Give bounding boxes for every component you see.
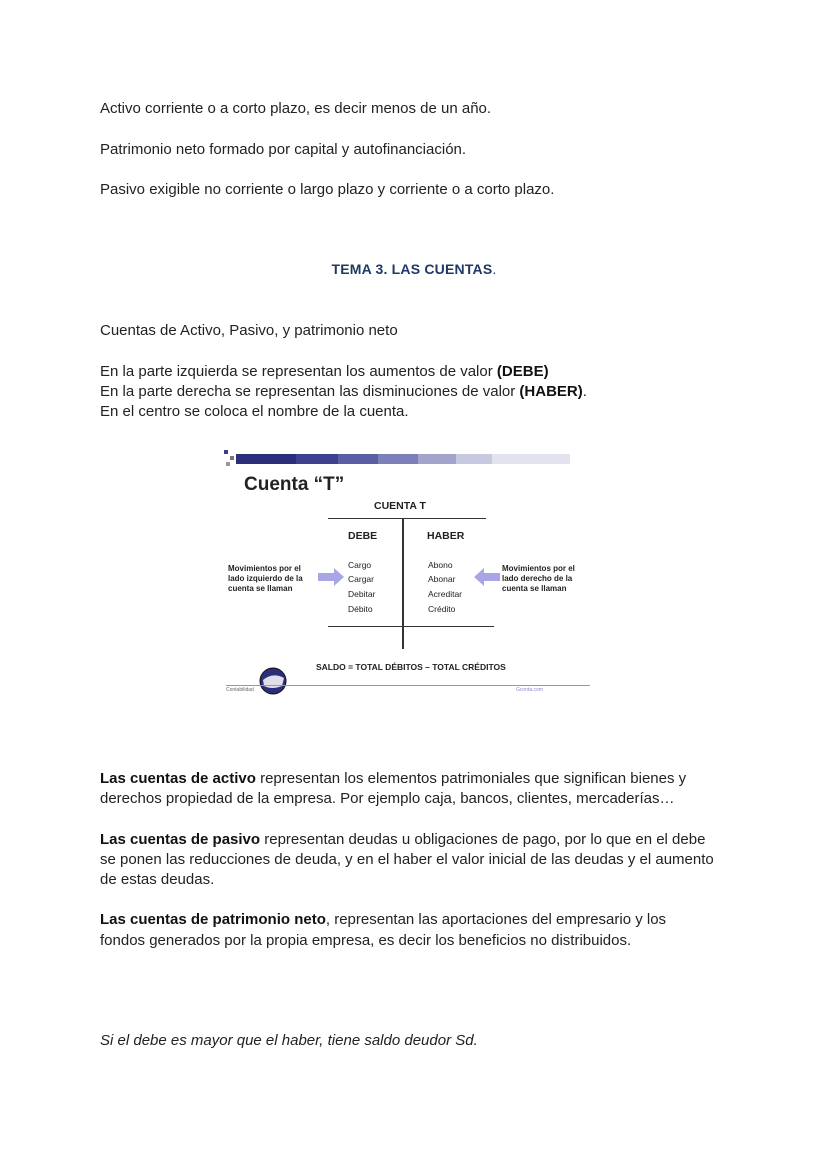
pasivo-paragraph-line1: [100, 830, 705, 850]
gradient-bar-segment: [378, 454, 418, 464]
decorative-gradient-bar: [222, 454, 556, 464]
debe-item: Debitar: [348, 589, 376, 599]
left-arrow-icon: [474, 568, 500, 586]
debe-item: Débito: [348, 604, 373, 614]
gradient-bar-segment: [492, 454, 570, 464]
debe-item: Cargar: [348, 574, 374, 584]
patrimonio-bold: Las cuentas de patrimonio neto: [100, 911, 326, 928]
t-account-center-rule: [402, 519, 404, 649]
section-subtitle: Cuentas de Activo, Pasivo, y patrimonio neto: [100, 322, 398, 339]
left-note-line: cuenta se llaman: [228, 584, 293, 593]
account-name: CUENTA T: [374, 500, 426, 512]
centro-line: En el centro se coloca el nombre de la cuenta.: [100, 403, 409, 420]
decorative-square: [230, 456, 234, 460]
decorative-square: [224, 450, 228, 454]
heading-suffix: .: [492, 261, 497, 277]
gradient-bar-segment: [338, 454, 378, 464]
gradient-bar-segment: [456, 454, 492, 464]
pasivo-paragraph-line3: de estas deudas.: [100, 871, 215, 888]
debe-line-text: En la parte izquierda se representan los aumentos de valor: [100, 363, 497, 380]
haber-line-end: .: [582, 383, 587, 400]
heading-text: TEMA 3. LAS CUENTAS: [331, 261, 493, 277]
right-note-line: lado derecho de la: [502, 574, 573, 583]
intro-line-pasivo: Pasivo exigible no corriente o largo plazo y corriente o a corto plazo.: [100, 181, 555, 198]
intro-line-patrimonio: Patrimonio neto formado por capital y autofinanciación.: [100, 141, 467, 158]
debe-bold: (DEBE): [496, 363, 549, 380]
footer-left-text: Contabilidad: [226, 687, 254, 693]
t-account-bottom-rule: [328, 626, 494, 627]
footer-right-text: Gconta.com: [516, 687, 543, 693]
pasivo-bold: Las cuentas de pasivo: [100, 831, 261, 848]
haber-bold: (HABER): [519, 383, 583, 400]
haber-item: Abonar: [428, 574, 456, 584]
haber-line-text: En la parte derecha se representan las disminuciones de valor: [100, 383, 520, 400]
gradient-bar-segment: [236, 454, 296, 464]
activo-paragraph-line2: derechos propiedad de la empresa. Por ejemplo caja, bancos, clientes, mercaderías…: [100, 790, 675, 807]
left-note: [228, 564, 323, 594]
t-account-top-rule: [328, 518, 486, 519]
right-arrow-icon: [318, 568, 344, 586]
saldo-formula: SALDO = TOTAL DÉBITOS – TOTAL CRÉDITOS: [316, 662, 506, 672]
debe-header: DEBE: [348, 530, 378, 542]
haber-item: Acreditar: [428, 589, 463, 599]
right-note-line: Movimientos por el: [502, 564, 575, 573]
gradient-bar-segment: [296, 454, 338, 464]
haber-header: HABER: [427, 530, 465, 542]
right-note-line: cuenta se llaman: [502, 584, 567, 593]
pasivo-text: representan deudas u obligaciones de pago, por lo que en el debe: [260, 831, 706, 848]
globe-logo-icon: [258, 666, 288, 696]
activo-paragraph-line1: [100, 769, 686, 789]
intro-line-activo: Activo corriente o a corto plazo, es decir menos de un año.: [100, 100, 492, 117]
section-heading: [0, 261, 828, 277]
haber-item: Abono: [428, 560, 453, 570]
activo-bold: Las cuentas de activo: [100, 770, 256, 787]
haber-item: Crédito: [428, 604, 456, 614]
decorative-square: [226, 462, 230, 466]
saldo-deudor-note: Si el debe es mayor que el haber, tiene saldo deudor Sd.: [100, 1032, 478, 1049]
cuenta-t-figure: [222, 448, 592, 698]
left-note-line: Movimientos por el: [228, 564, 301, 573]
activo-text: representan los elementos patrimoniales que significan bienes y: [255, 770, 687, 787]
patrimonio-paragraph-line2: fondos generados por la propia empresa, es decir los beneficios no distribuidos.: [100, 932, 632, 949]
patrimonio-paragraph-line1: [100, 910, 666, 930]
patrimonio-text: , representan las aportaciones del empresario y los: [325, 911, 667, 928]
pasivo-paragraph-line2: se ponen las reducciones de deuda, y en el haber el valor inicial de las deudas y el aumento: [100, 851, 714, 868]
footer-rule: [226, 685, 590, 686]
gradient-bar-segment: [418, 454, 456, 464]
debe-item: Cargo: [348, 560, 372, 570]
figure-title: Cuenta “T”: [244, 474, 345, 495]
right-note: [502, 564, 597, 594]
haber-line: [100, 382, 587, 402]
left-note-line: lado izquierdo de la: [228, 574, 303, 583]
debe-line: [100, 362, 549, 382]
